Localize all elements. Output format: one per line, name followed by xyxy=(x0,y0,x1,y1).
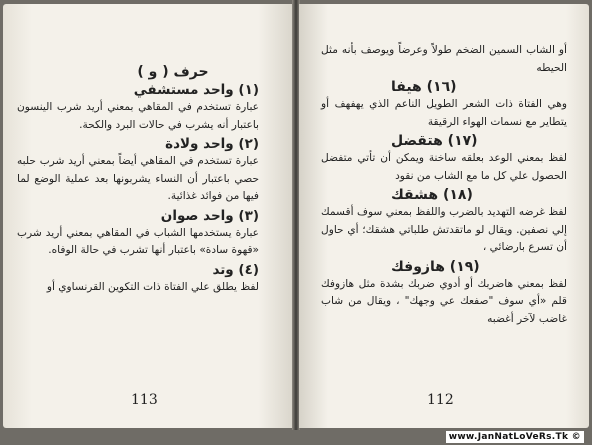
intro-text: أو الشاب السمين الضخم طولاً وعرضاً ويوصف بأنه مثل الحيطه xyxy=(321,44,567,74)
entry-text: لفظ غرضه التهديد بالضرب واللفظ بمعني سوف أقسمك إلي نصفين. ويقال لو ماتقدتش طلباتي هشقك؛ أي حاول أن تسرع بارضائي ، xyxy=(321,206,567,253)
entry-heading: (٢) واحد ولادة xyxy=(165,136,259,152)
entry-heading: (٣) واحد صوان xyxy=(160,207,259,224)
page-number: 112 xyxy=(427,392,454,408)
entry-text: لفظ بمعني الوعد بعلقه ساخنة ويمكن أن تأتي متفضل الحصول علي كل ما مع الشاب من نقود xyxy=(321,152,567,182)
entry-text: لفظ بمعني هاضربك أو أدوي ضربك بشدة مثل هازوفك قلم «أي سوف "صفعك عي وجهك" ، ويقال من شاب غاضب لآخر أغضبه xyxy=(321,277,567,325)
right-page-content xyxy=(321,42,567,328)
entry-text: وهي الفتاة ذات الشعر الطويل الناعم الذي يهفهف أو يتطاير مع نسمات الهواء الرقيقة xyxy=(321,98,567,128)
entry-text: عبارة تستخدم في المقاهي بمعني أريد شرب الينسون باعتبار أنه يشرب في حالات البرد والكحة. xyxy=(17,101,259,131)
entry-heading: (١) واحد مستشفي xyxy=(133,82,259,98)
chapter-title: حرف ( و ) xyxy=(137,64,209,80)
entry-text: عبارة تستخدم في المقاهي أيضاً بمعني أريد شرب حلبه حصي باعتبار أن النساء يشربونها بعد عملية الوضع لما فيها من فوائد غذائية. xyxy=(17,155,259,202)
entry-heading: (٤) وتد xyxy=(212,261,259,278)
entry-heading: (١٧) هتقضل xyxy=(391,133,478,149)
entry-heading: (١٦) هيفا xyxy=(391,79,457,95)
entry-heading: (١٨) هشقك xyxy=(391,187,473,203)
entry-text: عبارة يستخدمها الشباب في المقاهي بمعني أريد شرب «قهوة سادة» باعتبار أنها تشرب في حالة الوفاه. xyxy=(17,226,259,256)
entry-text: لفظ يطلق علي الفتاة ذات التكوين القرنساوي أو xyxy=(46,280,259,293)
left-page xyxy=(3,4,293,428)
entry-heading: (١٩) هازوفك xyxy=(391,258,480,275)
left-page-content xyxy=(17,64,259,296)
page-number: 113 xyxy=(131,392,158,408)
right-page xyxy=(299,4,589,428)
watermark: www.JanNatLoVeRs.Tk © xyxy=(446,431,584,443)
